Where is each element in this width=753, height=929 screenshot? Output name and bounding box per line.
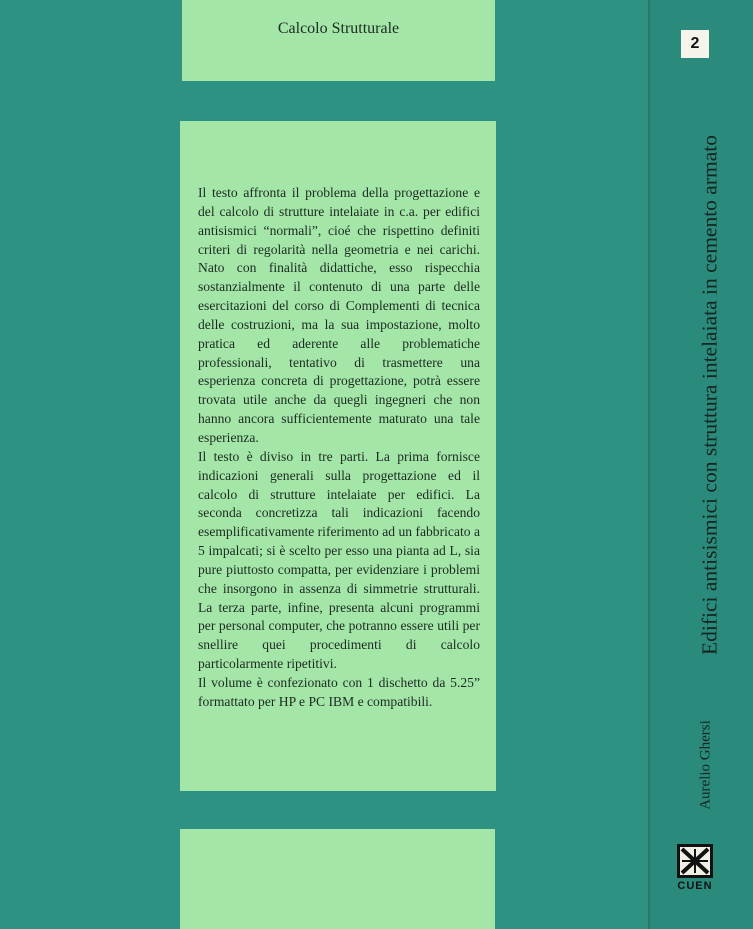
publisher-logo [672, 844, 718, 892]
volume-number: 2 [681, 30, 709, 58]
blurb-paragraph-2: Il testo è diviso in tre parti. La prima fornisce indicazioni generali sulla progettazione ed il calcolo di strutture intelaiate per edifici. La seconda concretizza tali indicazioni facendo esemplificativamente riferimento ad un fabbricato a 5 impalcati; si è scelto per esso una pianta ad L, sia pure piuttosto compatta, per evidenziare i problemi che insorgono in assenza di simmetrie strutturali. La terza parte, infine, presenta alcuni programmi per personal computer, che potranno essere utili per snellire quei procedimenti di calcolo particolarmente ripetitivi. [198, 448, 480, 672]
series-title: Calcolo Strutturale [277, 20, 400, 37]
spine-author: Aurelio Ghersi [697, 720, 714, 810]
blurb-panel [180, 121, 496, 791]
cuen-logo-icon [677, 844, 713, 878]
blurb-text [198, 184, 480, 712]
spine-title: Edifici antisismici con struttura intelaiata in cemento armato [697, 134, 722, 656]
bottom-panel [180, 829, 495, 929]
blurb-paragraph-1: Il testo affronta il problema della progettazione e del calcolo di strutture intelaiate in c.a. per edifici antisismici “normali”, cioé che rispettino definiti criteri di regolarità nella geometria e nei carichi. Nato con finalità didattiche, esso rispecchia sostanzialmente il contenuto di una parte delle esercitazioni del corso di Complementi di tecnica delle costruzioni, ma la sua impostazione, molto pratica ed aderente alle problematiche professionali, tentativo di trasmettere una esperienza concreta di progettazione, potrà essere trovata utile anche da quegli ingegneri che non hanno ancora sufficientemente maturato una tale esperienza. [198, 185, 480, 445]
blurb-paragraph-3: Il volume è confezionato con 1 dischetto da 5.25” formattato per HP e PC IBM e compatibili. [198, 674, 480, 709]
series-panel [182, 0, 495, 81]
publisher-name: CUEN [677, 880, 713, 892]
